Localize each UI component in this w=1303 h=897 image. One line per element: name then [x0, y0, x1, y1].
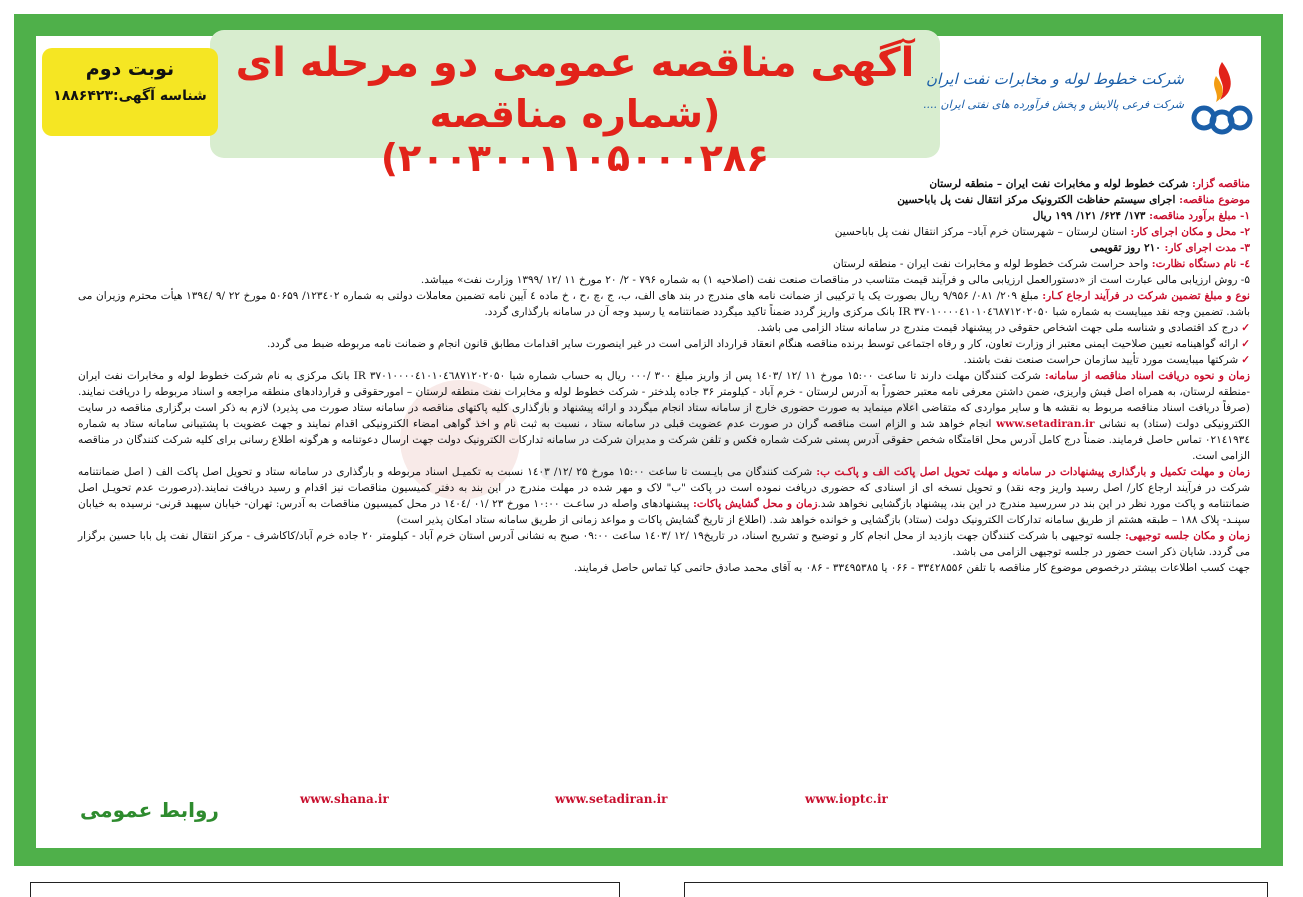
tender-organizer: مناقصه گزار: شرکت خطوط لوله و مخابرات نفت ایران – منطقه لرستان — [929, 178, 1250, 190]
org-name: شرکت خطوط لوله و مخابرات نفت ایران — [925, 70, 1184, 88]
next-ad-box-right — [684, 882, 1268, 897]
badge-id: شناسه آگهی:۱۸۸۶۴۲۳ — [53, 88, 207, 104]
footer-links — [300, 792, 1000, 810]
estimated-amount: ۱- مبلغ برآورد مناقصه: ۱۷۳/ ۶۲۴/ ۱۲۱/ ۱۹۹ ریال — [1032, 210, 1250, 222]
evaluation-method: ۵- روش ارزیابی مالی عبارت است از «دستورالعمل ارزیابی مالی و فرآیند قیمت متناسب در مناقصات صنعت نفت (اصلاحیه ۱) به شماره ۷۹۶ - ۲/ ۲۰ مورخ ۱۱ /۱۲ /۱۳۹۹ وزارت نفت» میباشد. — [420, 274, 1250, 286]
public-relations: روابط عمومی — [80, 798, 219, 822]
link-setadiran[interactable]: www.setadiran.ir — [555, 792, 668, 806]
document-receipt: زمان و نحوه دریافت اسناد مناقصه از سامانه: شرکت کنندگان مهلت دارند تا ساعت ۱۵:۰۰ مورخ ۱۱ /۱۲ /۱٤۰۳ پس از واریز مبلغ ۳۰۰ /۰۰۰ ریال به حساب شماره شبا IR ۳۷۰۱۰۰۰۰٤۱۰۱۰٤٦۸۷۱۲۰۲۰۵۰ بانک مرکزی به نام شرکت خطوط لوله و مخابرات نفت ایران -منطقه لرستان، به همراه اصل فیش واریزی، ضمن داشتن معرفی نامه معتبر حضوراً به آدرس لرستان - خرم آباد - کیلومتر ۳۶ جاده پلدختر - شرکت خطوط لوله و مخابرات نفت منطقه لرستان – امورحقوقی و قراردادهای منطقه مراجعه و اسناد مربوطه را دریافت نمایند. (صرفاً دریافت اسناد مناقصه مربوط به نقشه ها و سایر مواردی که متقاضی اعلام مینماید به صورت حضوری خارج از سامانه ستاد انجام میگردد و ارائه پیشنهاد و بارگذاری کلیه پاکتهای مناقصه در سامانه ستاد صورت می پذیرد) لازم به ذکر است برگزاری مناقصه در سایت الکترونیکی دولت (ستاد) به نشانی www.setadiran.ir انجام خواهد شد و الزام است مناقصه گران در صورت عدم عضویت قبلی در سامانه ستاد ، نسبت به ثبت نام و اخذ گواهی امضاء الکترونیکی اقدام نمایند و جهت عضویت با پشتیبانی سامانه ستاد به شماره ۰۲۱٤۱۹۳٤ تماس حاصل فرمایند. ضمناً درج کامل آدرس محل اقامتگاه شخص حقوقی آدرس پستی شرکت شماره فکس و تلفن شرکت و مدیران شرکت در سامانه تدارکات الکترونیک دولت جهت ارسال دعوتنامه و هرگونه اطلاع رسانی برای کلیه شرکت کنندگان در مناقصه الزامی است. — [78, 370, 1251, 462]
badge-round: نوبت دوم — [85, 58, 175, 80]
next-ad-box-left — [30, 882, 620, 897]
link-ioptc[interactable]: www.ioptc.ir — [805, 792, 888, 806]
check-icon: ✓ — [1241, 322, 1250, 334]
condition-2: ✓ارائه گواهینامه تعیین صلاحیت ایمنی معتبر از وزارت تعاون، کار و رفاه اجتماعی توسط برنده مناقصه هنگام انعقاد قرارداد الزامی است در غیر اینصورت سایر اقدامات مطابق قانون انجام و ضمانت نامه مربوطه ضبط می گردد. — [266, 338, 1250, 350]
link-shana[interactable]: www.shana.ir — [300, 792, 389, 806]
tender-subject: موضوع مناقصه: اجرای سیستم حفاظت الکترونیک مرکز انتقال نفت پل باباحسین — [897, 194, 1250, 206]
submission-deadline: زمان و مهلت تکمیل و بارگذاری پیشنهادات در سامانه و مهلت تحویل اصل پاکت الف و پاکـت ب: شرکت کنندگان می بایـست تا ساعت ۱۵:۰۰ مورخ ۲۵ /۱۲/ ۱٤۰۳ نسبت به تکمیـل اسناد مربوطه و بارگذاری در سامانه ستاد و تحویل اصل پاکت الف ( اصل ضمانتنامه شرکت در فرآیند ارجاع کار/ اصل رسید واریز وجه نقد) و تحویل نسخه ای از اسنادی که حضوری دریافت نموده است در پاکت "ب" لاک و مهر شده در مهلت مندرج در این بند به دفتر کمیسیون مناقصات نیز اقدام و رسید دریافت نمایند.(درصورت عدم تحویـل اصل ضمانتنامه و پاکت مورد نظر در این بند در سررسید مندرج در این بند، پیشنهاد بازگشایی نخواهد شد.زمان و محل گشایش پاکات: پیشنهادهای واصله در ساعـت ۱۰:۰۰ مورخ ۲۳ /۰۱ /۱٤۰٤ در محل کمیسیون مناقصات به آدرس: تهران- خیابان سپهبد قرنی- نرسیده به خیابان سپنـد- پلاک ۱۸۸ – طبقه هشتم از طریق سامانه تدارکات الکترونیک دولت (ستاد) بازگشایی و خوانده خواهد شد. (اطلاع از تاریخ گشایش پاکات و مواعد زمانی از طریق سامانه ستاد امکان پذیر است) — [78, 466, 1250, 526]
briefing-session: زمان و مکان جلسه توجیهی: جلسه توجیهی با شرکت کنندگان جهت بازدید از محل انجام کار و توضیح و تشریح اسناد، در تاریخ۱۹ /۱۲ /۱٤۰۳ ساعت ۰۹:۰۰ صبح به نشانی آدرس استان خرم آباد - کیلومتر ۲۰ جاده خرم آباد/کاکاشرف - مرکز انتقال نفت پل بابا حسین برگزار می گردد. شایان ذکر است حضور در جلسه توجیهی الزامی می باشد. — [78, 530, 1250, 558]
check-icon: ✓ — [1241, 354, 1250, 366]
notice-title: آگهی مناقصه عمومی دو مرحله ای — [235, 40, 915, 86]
tender-number: (شماره مناقصه ۲۰۰۳۰۰۱۱۰۵۰۰۰۲۸۶) — [380, 92, 770, 180]
work-location: ۲- محل و مکان اجرای کار: استان لرستان – شهرستان خرم آباد– مرکز انتقال نفت پل باباحسین — [834, 226, 1250, 238]
work-duration: ۳- مدت اجرای کار: ۲۱۰ روز تقویمی — [1090, 242, 1250, 254]
condition-3: ✓شرکتها میبایست مورد تأیید سازمان حراست صنعت نفت باشند. — [963, 354, 1250, 366]
org-logo — [923, 56, 1254, 156]
contact-info: جهت کسب اطلاعات بیشتر درخصوص موضوع کار مناقصه با تلفن ۳۳٤۲۸۵۵۶ - ۰۶۶ یا ۳۳٤۹۵۳۸۵ - ۰۸۶ به آقای محمد صادق حاتمی کیا تماس حاصل فرمایند. — [573, 562, 1250, 574]
check-icon: ✓ — [1241, 338, 1250, 350]
guarantee: نوع و مبلغ تضمین شرکت در فرآیند ارجاع کـار: مبلغ ۲۰۹/ ۰۸۱/ ۹/۹۵۶ ریال بصورت یک یا ترکیبی از ضمانت نامه های مندرج در بند های الف، ب، ج ،چ ،ح ، خ ماده ٤ آیین نامه تضمین معاملات دولتی به شماره ۱۲۳٤۰۲/ ۵۰۶۵۹ مورخ ۲۲ /۹ /۱۳۹٤ هیأت محترم وزیران می باشد. تضمین وجه نقد میبایست به شماره شبا IR ۳۷۰۱۰۰۰۰٤۱۰۱۰٤٦۸۷۱۲۰۲۰۵۰ بانک مرکزی واریز گردد ضمناً تاکید میگردد ضمانتنامه یا رسید وجه آن در سامانه بارگذاری گردد. — [78, 290, 1250, 318]
notice-body — [78, 176, 1250, 576]
condition-1: ✓درج کد اقتصادی و شناسه ملی جهت اشخاص حقوقی در پیشنهاد قیمت مندرج در سامانه ستاد الزامی می باشد. — [757, 322, 1250, 334]
supervisor: ٤- نام دستگاه نظارت: واحد حراست شرکت خطوط لوله و مخابرات نفت ایران - منطقه لرستان — [833, 258, 1250, 270]
flame-logo-icon — [1190, 56, 1254, 146]
org-subtitle: شرکت فرعی پالایش و پخش فرآورده های نفتی ایران .... — [923, 98, 1184, 111]
notice-badge — [42, 48, 218, 136]
